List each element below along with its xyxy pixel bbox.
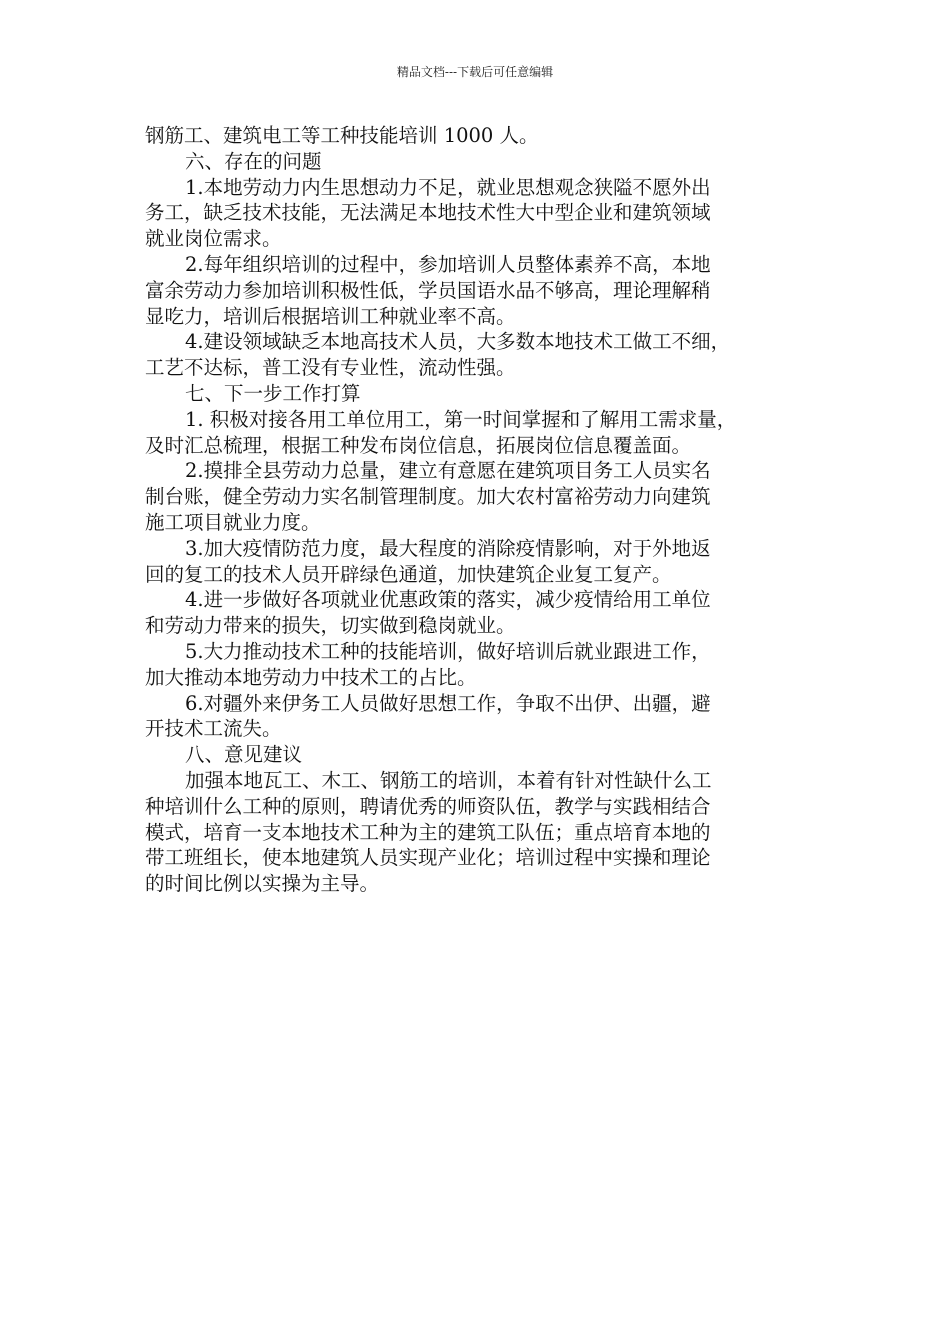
text-line: 工艺不达标，普工没有专业性，流动性强。 bbox=[145, 356, 516, 380]
text-line: 5.大力推动技术工种的技能培训，做好培训后就业跟进工作， bbox=[185, 639, 711, 663]
text-line: 回的复工的技术人员开辟绿色通道，加快建筑企业复工复产。 bbox=[145, 562, 672, 586]
text-line: 加强本地瓦工、木工、钢筋工的培训，本着有针对性缺什么工 bbox=[185, 768, 712, 792]
text-line: 制台账，健全劳动力实名制管理制度。加大农村富裕劳动力向建筑 bbox=[145, 485, 711, 509]
text-line: 富余劳动力参加培训积极性低，学员国语水品不够高，理论理解稍 bbox=[145, 278, 711, 302]
text-line: 务工，缺乏技术技能，无法满足本地技术性大中型企业和建筑领域 bbox=[145, 201, 711, 225]
text-line: 模式，培育一支本地技术工种为主的建筑工队伍；重点培育本地的 bbox=[145, 820, 711, 844]
text-line: 3.加大疫情防范力度，最大程度的消除疫情影响，对于外地返 bbox=[185, 536, 711, 560]
text-line: 六、存在的问题 bbox=[185, 149, 322, 173]
page-header: 精品文档---下载后可任意编辑 bbox=[396, 65, 554, 79]
text-line: 就业岗位需求。 bbox=[145, 227, 282, 251]
text-line: 和劳动力带来的损失，切实做到稳岗就业。 bbox=[145, 614, 516, 638]
text-line: 加大推动本地劳动力中技术工的占比。 bbox=[145, 665, 477, 689]
text-line: 七、下一步工作打算 bbox=[185, 381, 361, 405]
text-line: 1.本地劳动力内生思想动力不足，就业思想观念狭隘不愿外出 bbox=[185, 175, 711, 199]
text-line: 的时间比例以实操为主导。 bbox=[145, 872, 380, 896]
text-line: 显吃力，培训后根据培训工种就业率不高。 bbox=[145, 304, 516, 328]
text-line: 1. 积极对接各用工单位用工，第一时间掌握和了解用工需求量， bbox=[185, 407, 737, 431]
text-line: 6.对疆外来伊务工人员做好思想工作，争取不出伊、出疆，避 bbox=[185, 691, 711, 715]
text-line: 八、意见建议 bbox=[185, 743, 303, 767]
text-line: 施工项目就业力度。 bbox=[145, 510, 321, 534]
text-line: 开技术工流失。 bbox=[145, 717, 282, 741]
text-line: 钢筋工、建筑电工等工种技能培训 1000 人。 bbox=[145, 124, 539, 147]
text-line: 种培训什么工种的原则，聘请优秀的师资队伍，教学与实践相结合 bbox=[145, 794, 711, 818]
document-body bbox=[145, 123, 817, 897]
text-line: 4.进一步做好各项就业优惠政策的落实，减少疫情给用工单位 bbox=[185, 588, 711, 612]
text-line: 4.建设领域缺乏本地高技术人员，大多数本地技术工做工不细， bbox=[185, 330, 731, 354]
text-line: 2.每年组织培训的过程中，参加培训人员整体素养不高，本地 bbox=[185, 252, 711, 276]
text-line: 2.摸排全县劳动力总量，建立有意愿在建筑项目务工人员实名 bbox=[185, 459, 711, 483]
text-line: 带工班组长，使本地建筑人员实现产业化；培训过程中实操和理论 bbox=[145, 846, 711, 870]
text-line: 及时汇总梳理，根据工种发布岗位信息，拓展岗位信息覆盖面。 bbox=[145, 433, 692, 457]
